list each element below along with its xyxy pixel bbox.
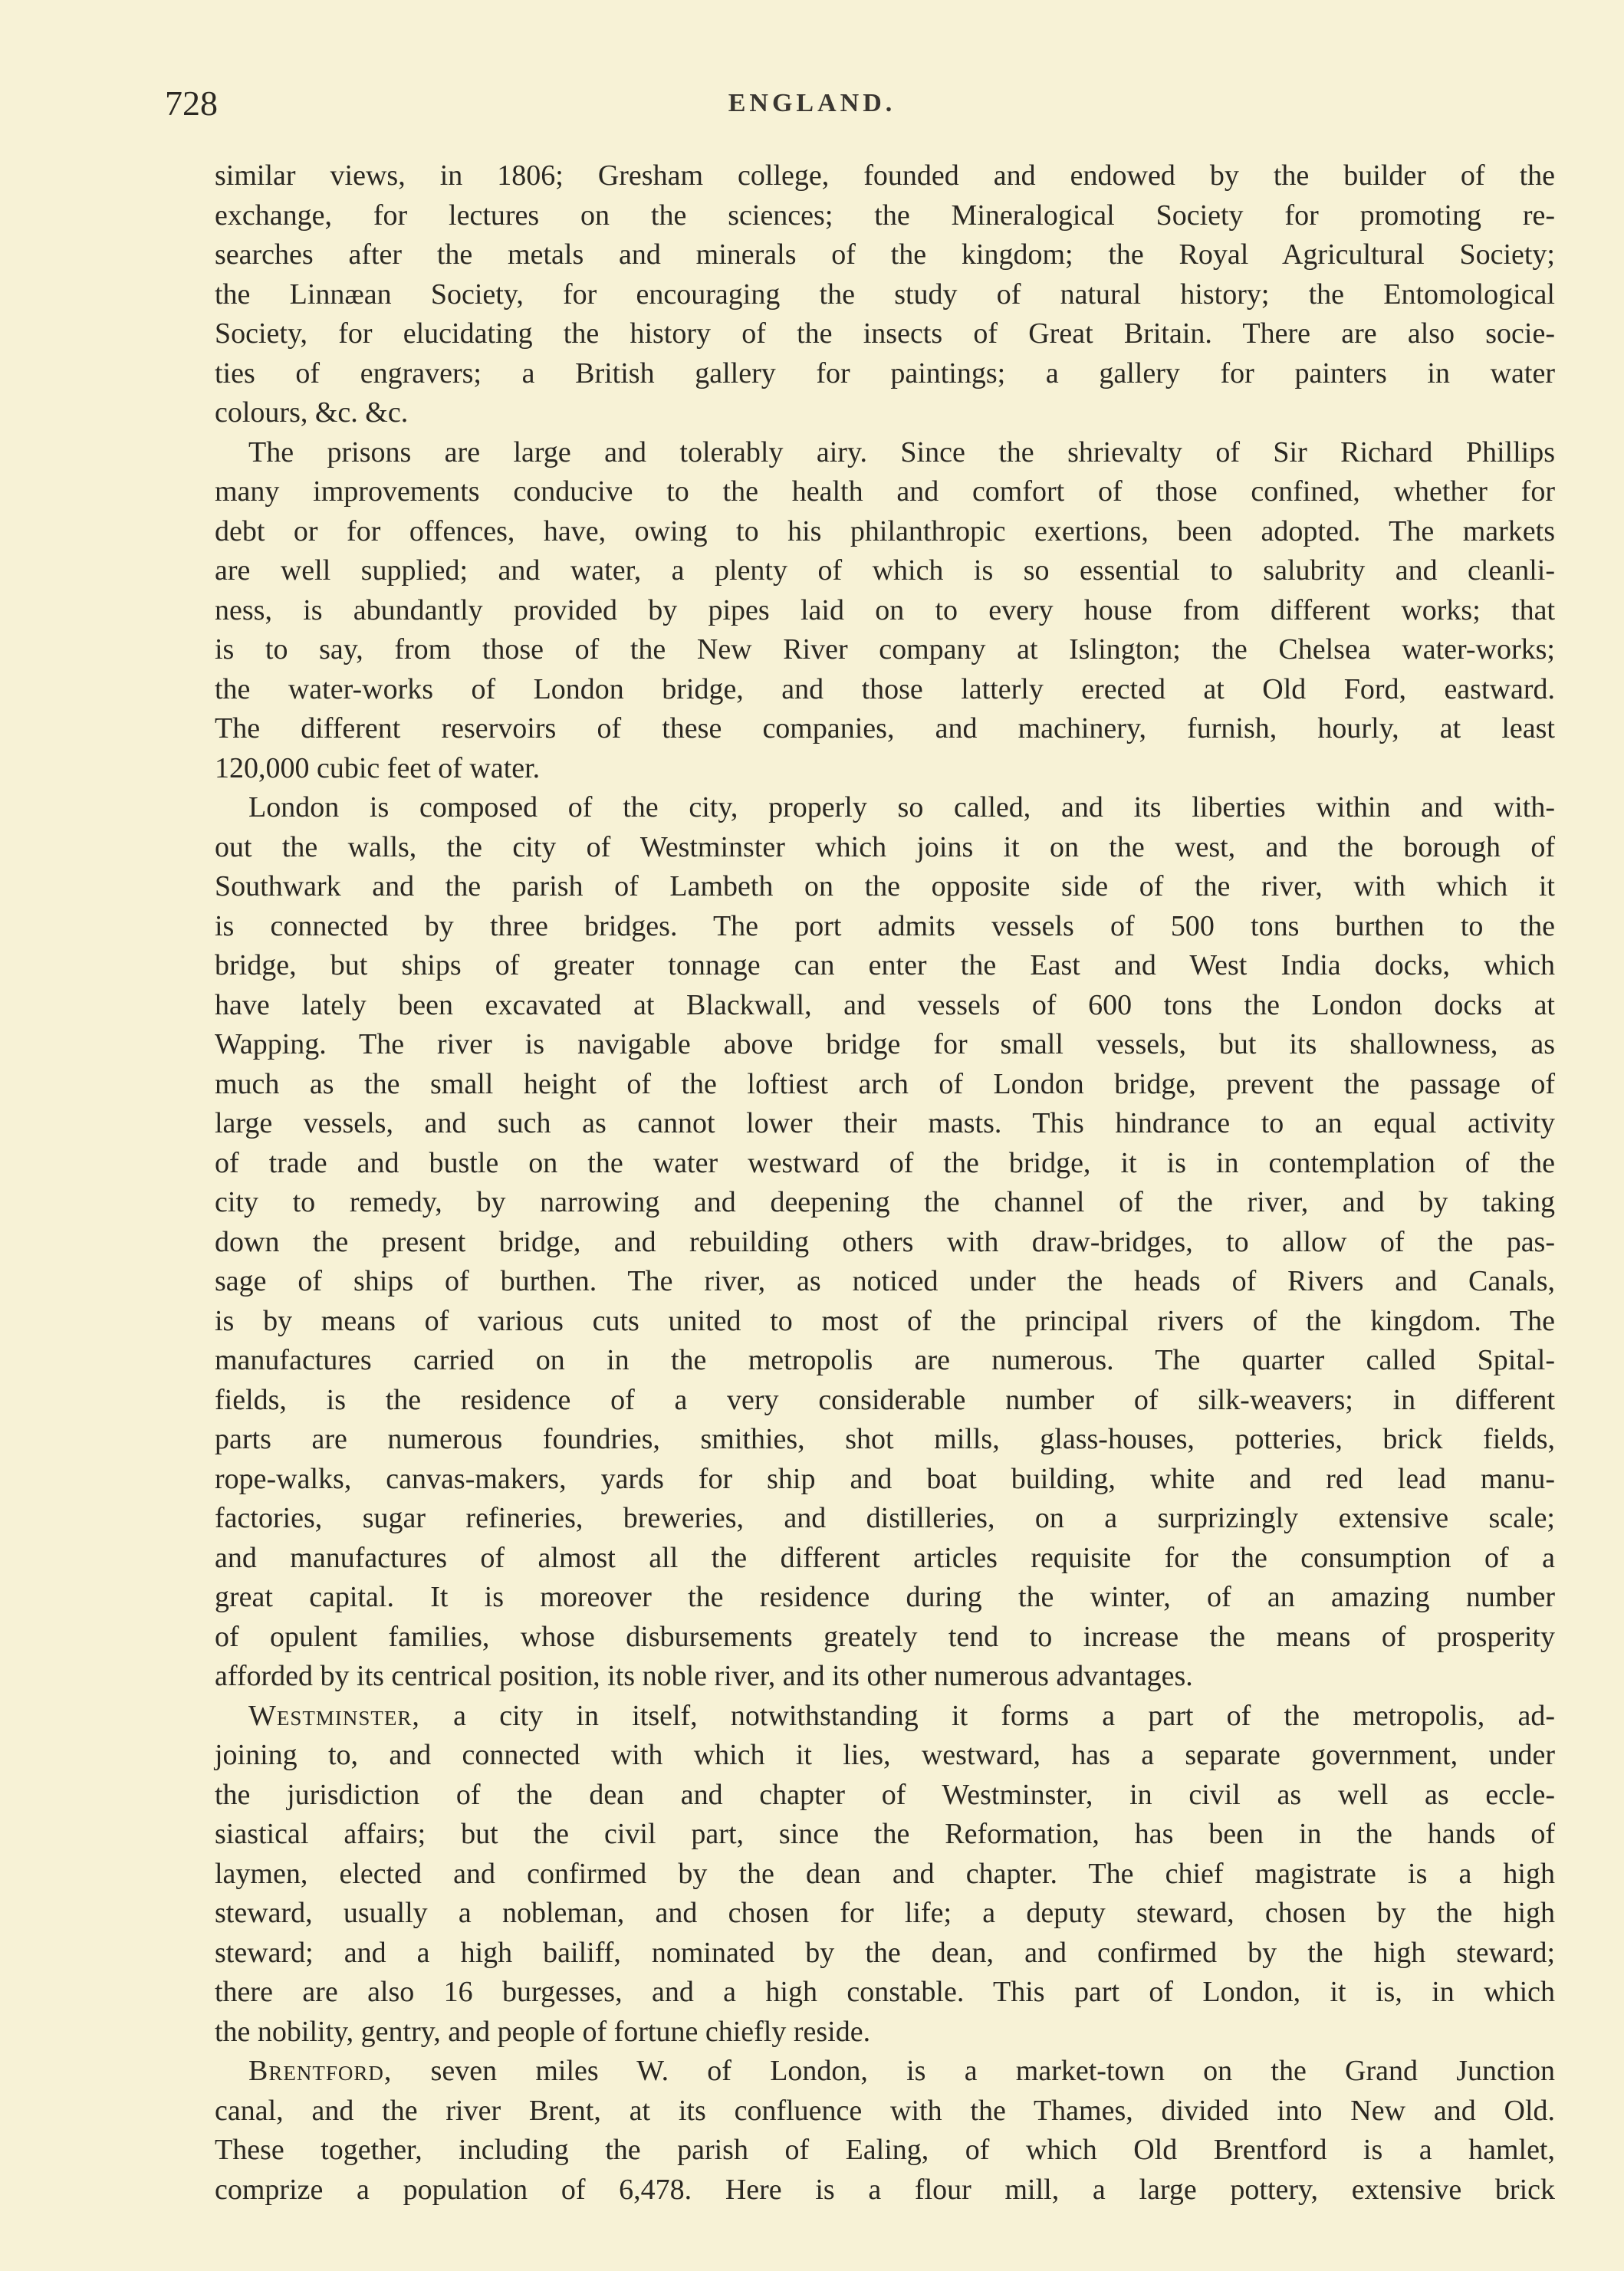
text-line: many improvements conducive to the health and comfort of those confined, whether for [215,475,1555,508]
text-line: rope-walks, canvas-makers, yards for ship and boat building, white and red lead manu- [215,1462,1555,1495]
text-line: the jurisdiction of the dean and chapter of Westminster, in civil as well as eccle- [215,1778,1555,1811]
text-line [215,2052,1555,2092]
text-line: 120,000 cubic feet of water. [215,751,541,784]
text-line: the water-works of London bridge, and those latterly erected at Old Ford, eastward. [215,672,1555,705]
text-line: debt or for offences, have, owing to his philanthropic exertions, been adopted. The markets [215,514,1555,547]
page-number: 728 [165,84,218,123]
text-line: canal, and the river Brent, at its confluence with the Thames, divided into New and Old. [215,2094,1555,2127]
text-line: of trade and bustle on the water westward of the bridge, it is in contemplation of the [215,1146,1555,1179]
text-line: fields, is the residence of a very considerable number of silk-weavers; in different [215,1383,1555,1416]
text-line: manufactures carried on in the metropolis are numerous. The quarter called Spital- [215,1344,1555,1376]
text-line: These together, including the parish of Ealing, of which Old Brentford is a hamlet, [215,2134,1555,2166]
text-line: The different reservoirs of these companies, and machinery, furnish, hourly, at least [215,712,1555,744]
text-line: London is composed of the city, properly so called, and its liberties within and with- [248,791,1555,823]
text-line: Society, for elucidating the history of the insects of Great Britain. There are also socie- [215,317,1555,350]
text-line: comprize a population of 6,478. Here is a flour mill, a large pottery, extensive brick [215,2173,1555,2206]
text-line: have lately been excavated at Blackwall, and vessels of 600 tons the London docks at [215,988,1555,1021]
text-line: there are also 16 burgesses, and a high constable. This part of London, it is, in which [215,1976,1555,2008]
text-line: similar views, in 1806; Gresham college, founded and endowed by the builder of the [215,159,1555,192]
text-line: Southwark and the parish of Lambeth on the opposite side of the river, with which it [215,870,1555,902]
text-line: city to remedy, by narrowing and deepening the channel of the river, and by taking [215,1186,1555,1218]
text-line: large vessels, and such as cannot lower their masts. This hindrance to an equal activity [215,1107,1555,1139]
text-line: searches after the metals and minerals of the kingdom; the Royal Agricultural Society; [215,238,1555,271]
text-line: the nobility, gentry, and people of fortune chiefly reside. [215,2015,871,2048]
text-line: the Linnæan Society, for encouraging the study of natural history; the Entomological [215,278,1555,311]
body-text [215,156,1555,2210]
paragraph [215,433,1555,789]
line-text: seven miles W. of London, is a market-town on the Grand Junction [392,2055,1555,2087]
text-line: Wapping. The river is navigable above bridge for small vessels, but its shallowness, as [215,1028,1555,1060]
paragraph [215,2052,1555,2210]
text-line: exchange, for lectures on the sciences; the Mineralogical Society for promoting re- [215,199,1555,232]
text-line: ties of engravers; a British gallery for paintings; a gallery for painters in water [215,357,1555,389]
text-line: steward, usually a nobleman, and chosen for life; a deputy steward, chosen by the high [215,1897,1555,1929]
text-line: and manufactures of almost all the different articles requisite for the consumption of a [215,1541,1555,1574]
text-line: is to say, from those of the New River company at Islington; the Chelsea water-works; [215,633,1555,666]
text-line: bridge, but ships of greater tonnage can enter the East and West India docks, which [215,949,1555,981]
lead-word: Brentford, [248,2055,393,2087]
lead-word: Westminster, [248,1699,420,1732]
text-line: down the present bridge, and rebuilding others with draw-bridges, to allow of the pas- [215,1225,1555,1258]
text-line: great capital. It is moreover the residence during the winter, of an amazing number [215,1581,1555,1613]
text-line [215,1697,1555,1737]
text-line: afforded by its centrical position, its noble river, and its other numerous advantages. [215,1660,1193,1692]
text-line: laymen, elected and confirmed by the dean and chapter. The chief magistrate is a high [215,1857,1555,1890]
paragraph [215,1697,1555,2052]
text-line: much as the small height of the loftiest arch of London bridge, prevent the passage of [215,1067,1555,1100]
text-line: siastical affairs; but the civil part, since the Reformation, has been in the hands of [215,1818,1555,1850]
text-line: ness, is abundantly provided by pipes laid on to every house from different works; that [215,593,1555,626]
text-line: is connected by three bridges. The port admits vessels of 500 tons burthen to the [215,909,1555,942]
paragraph [215,156,1555,433]
text-line: out the walls, the city of Westminster which joins it on the west, and the borough of [215,830,1555,863]
text-line: parts are numerous foundries, smithies, shot mills, glass-houses, potteries, brick fields, [215,1423,1555,1455]
text-line: is by means of various cuts united to most of the principal rivers of the kingdom. The [215,1304,1555,1337]
running-title: ENGLAND. [728,89,896,117]
text-line: The prisons are large and tolerably airy. Since the shrievalty of Sir Richard Phillips [248,435,1555,468]
text-line: of opulent families, whose disbursements greately tend to increase the means of prosperity [215,1620,1555,1653]
paragraph [215,788,1555,1697]
text-line: joining to, and connected with which it lies, westward, has a separate government, under [215,1739,1555,1771]
text-line: are well supplied; and water, a plenty of which is so essential to salubrity and cleanli- [215,554,1555,587]
text-line: colours, &c. &c. [215,396,409,429]
text-line: factories, sugar refineries, breweries, and distilleries, on a surprizingly extensive scale; [215,1502,1555,1534]
text-line: steward; and a high bailiff, nominated by the dean, and confirmed by the high steward; [215,1936,1555,1969]
line-text: a city in itself, notwithstanding it forms a part of the metropolis, ad- [419,1699,1555,1732]
text-line: sage of ships of burthen. The river, as noticed under the heads of Rivers and Canals, [215,1265,1555,1297]
